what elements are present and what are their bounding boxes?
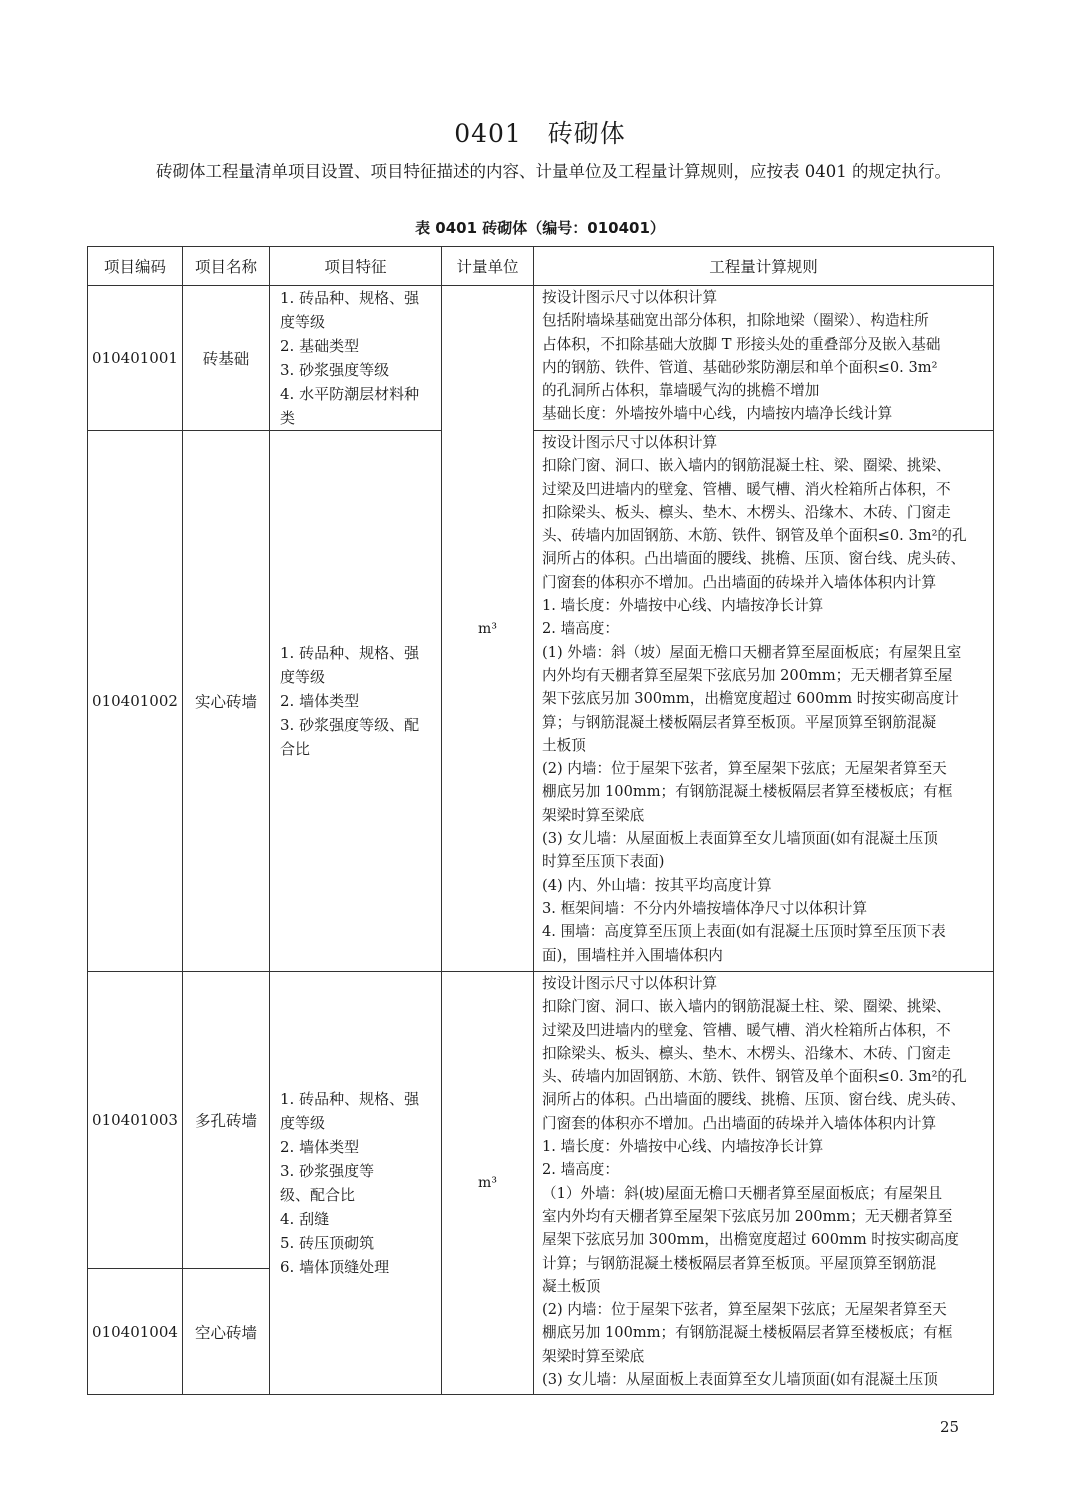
rule-line: 按设计图示尺寸以体积计算 <box>542 434 718 451</box>
rule-line: 室内外均有天棚者算至屋架下弦底另加 200mm；无天棚者算至 <box>542 1207 953 1225</box>
rule-line: 包括附墙垛基础宽出部分体积，扣除地梁（圈梁）、构造柱所 <box>542 312 929 330</box>
rule-line: 架梁时算至梁底 <box>542 1347 645 1365</box>
feature-line: 1. 砖品种、规格、强 <box>280 289 420 307</box>
rule-line: 门窗套的体积亦不增加。凸出墙面的砖垛并入墙体体积内计算 <box>542 573 937 591</box>
item-name: 空心砖墙 <box>183 1269 270 1395</box>
rule-line: 凝土板顶 <box>542 1277 601 1295</box>
feature-line: 5. 砖压顶砌筑 <box>280 1234 375 1252</box>
item-features <box>270 972 442 1395</box>
rule-line: (4) 内、外山墙：按其平均高度计算 <box>542 876 772 894</box>
rule-line: 架梁时算至梁底 <box>542 806 645 824</box>
table-header-row <box>88 247 994 286</box>
rule-line: 洞所占的体积。凸出墙面的腰线、挑檐、压顶、窗台线、虎头砖、 <box>542 1091 966 1109</box>
header-unit: 计量单位 <box>442 247 534 286</box>
feature-line: 3. 砂浆强度等 <box>280 1162 375 1180</box>
rule-line: 土板顶 <box>542 736 586 754</box>
rule-line: 3. 框架间墙：不分内外墙按墙体净尺寸以体积计算 <box>542 899 868 917</box>
rule-line: 算；与钢筋混凝土楼板隔层者算至板顶。平屋顶算至钢筋混凝 <box>542 713 937 731</box>
feature-line: 1. 砖品种、规格、强 <box>280 1090 420 1108</box>
rule-line: 时算至压顶下表面) <box>542 853 665 871</box>
quantity-table <box>87 246 994 1395</box>
header-code: 项目编码 <box>88 247 183 286</box>
rule-line: 过梁及凹进墙内的壁龛、管槽、暖气槽、消火栓箱所占体积，不 <box>542 1021 951 1039</box>
feature-line: 级、配合比 <box>280 1186 356 1204</box>
item-code: 010401003 <box>88 972 183 1269</box>
calc-rules <box>534 286 994 431</box>
rule-line: 2. 墙高度： <box>542 1161 619 1179</box>
page-number: 25 <box>940 1418 960 1436</box>
calc-rules <box>534 972 994 1395</box>
header-features: 项目特征 <box>270 247 442 286</box>
feature-line: 度等级 <box>280 1114 326 1132</box>
feature-line: 合比 <box>280 740 311 758</box>
feature-line: 1. 砖品种、规格、强 <box>280 644 420 662</box>
rule-line: 2. 墙高度： <box>542 620 619 638</box>
page-title: 0401 砖砌体 <box>454 119 626 148</box>
rule-line: 扣除门窗、洞口、嵌入墙内的钢筋混凝土柱、梁、圈梁、挑梁、 <box>542 998 951 1016</box>
rule-line: 头、砖墙内加固钢筋、木筋、铁件、钢管及单个面积≤0. 3m²的孔 <box>542 527 967 545</box>
table-row <box>88 286 994 431</box>
rule-line: 的孔洞所占体积，靠墙暖气沟的挑檐不增加 <box>542 382 820 400</box>
header-rules: 工程量计算规则 <box>534 247 994 286</box>
item-name: 实心砖墙 <box>183 431 270 972</box>
feature-line: 度等级 <box>280 313 326 331</box>
item-code: 010401004 <box>88 1269 183 1395</box>
rule-line: 头、砖墙内加固钢筋、木筋、铁件、钢管及单个面积≤0. 3m²的孔 <box>542 1068 967 1086</box>
intro-paragraph: 砖砌体工程量清单项目设置、项目特征描述的内容、计量单位及工程量计算规则，应按表 0401 的规定执行。 <box>156 162 951 181</box>
rule-line: 门窗套的体积亦不增加。凸出墙面的砖垛并入墙体体积内计算 <box>542 1114 937 1132</box>
rule-line: (2) 内墙：位于屋架下弦者，算至屋架下弦底；无屋架者算至天 <box>542 1301 947 1319</box>
feature-line: 6. 墙体顶缝处理 <box>280 1258 390 1276</box>
item-features <box>270 431 442 972</box>
rule-line: 占体积，不扣除基础大放脚 T 形接头处的重叠部分及嵌入基础 <box>542 335 941 353</box>
feature-line: 4. 水平防潮层材料种 <box>280 385 420 403</box>
rule-line: 1. 墙长度：外墙按中心线、内墙按净长计算 <box>542 1138 824 1156</box>
rule-line: (3) 女儿墙：从屋面板上表面算至女儿墙顶面(如有混凝土压顶 <box>542 830 938 848</box>
rule-line: (2) 内墙：位于屋架下弦者，算至屋架下弦底；无屋架者算至天 <box>542 760 947 778</box>
unit-cell: m³ <box>442 972 534 1395</box>
rule-line: 按设计图示尺寸以体积计算 <box>542 975 718 992</box>
rule-line: 棚底另加 100mm；有钢筋混凝土楼板隔层者算至楼板底；有框 <box>542 783 953 801</box>
rule-line: 扣除梁头、板头、檩头、垫木、木楞头、沿缘木、木砖、门窗走 <box>542 1044 951 1062</box>
item-features <box>270 286 442 431</box>
table-row <box>88 431 994 972</box>
rule-line: 1. 墙长度：外墙按中心线、内墙按净长计算 <box>542 597 824 615</box>
feature-line: 4. 刮缝 <box>280 1210 330 1228</box>
feature-line: 2. 基础类型 <box>280 337 360 355</box>
unit-cell: m³ <box>442 286 534 972</box>
rule-line: 内外均有天棚者算至屋架下弦底另加 200mm；无天棚者算至屋 <box>542 666 953 684</box>
calc-rules <box>534 431 994 972</box>
rule-line: 架下弦底另加 300mm，出檐宽度超过 600mm 时按实砌高度计 <box>542 690 959 708</box>
feature-line: 类 <box>280 409 296 427</box>
rule-line: 棚底另加 100mm；有钢筋混凝土楼板隔层者算至楼板底；有框 <box>542 1324 953 1342</box>
rule-line: 4. 围墙：高度算至压顶上表面(如有混凝土压顶时算至压顶下表 <box>542 923 946 941</box>
rule-line: 过梁及凹进墙内的壁龛、管槽、暖气槽、消火栓箱所占体积，不 <box>542 480 951 498</box>
feature-line: 2. 墙体类型 <box>280 1138 360 1156</box>
feature-line: 3. 砂浆强度等级 <box>280 361 390 379</box>
rule-line: 按设计图示尺寸以体积计算 <box>542 289 718 306</box>
rule-line: 扣除门窗、洞口、嵌入墙内的钢筋混凝土柱、梁、圈梁、挑梁、 <box>542 457 951 475</box>
rule-line: （1）外墙：斜(坡)屋面无檐口天棚者算至屋面板底；有屋架且 <box>542 1184 943 1202</box>
rule-line: 扣除梁头、板头、檩头、垫木、木楞头、沿缘木、木砖、门窗走 <box>542 503 951 521</box>
rule-line: 面)，围墙柱并入围墙体积内 <box>542 946 723 964</box>
rule-line: 洞所占的体积。凸出墙面的腰线、挑檐、压顶、窗台线、虎头砖、 <box>542 550 966 568</box>
feature-line: 度等级 <box>280 668 326 686</box>
rule-line: 屋架下弦底另加 300mm，出檐宽度超过 600mm 时按实砌高度 <box>542 1231 959 1249</box>
feature-line: 3. 砂浆强度等级、配 <box>280 716 420 734</box>
header-name: 项目名称 <box>183 247 270 286</box>
table-row <box>88 972 994 1269</box>
rule-line: 计算；与钢筋混凝土楼板隔层者算至板顶。平屋顶算至钢筋混 <box>542 1254 937 1272</box>
item-code: 010401001 <box>88 286 183 431</box>
item-name: 多孔砖墙 <box>183 972 270 1269</box>
rule-line: (1) 外墙：斜（坡）屋面无檐口天棚者算至屋面板底；有屋架且室 <box>542 643 962 661</box>
rule-line: (3) 女儿墙：从屋面板上表面算至女儿墙顶面(如有混凝土压顶 <box>542 1371 938 1389</box>
item-code: 010401002 <box>88 431 183 972</box>
table-caption: 表 0401 砖砌体（编号：010401） <box>415 219 665 237</box>
feature-line: 2. 墙体类型 <box>280 692 360 710</box>
rule-line: 内的钢筋、铁件、管道、基础砂浆防潮层和单个面积≤0. 3m² <box>542 358 938 376</box>
rule-line: 基础长度：外墙按外墙中心线，内墙按内墙净长线计算 <box>542 405 893 423</box>
item-name: 砖基础 <box>183 286 270 431</box>
